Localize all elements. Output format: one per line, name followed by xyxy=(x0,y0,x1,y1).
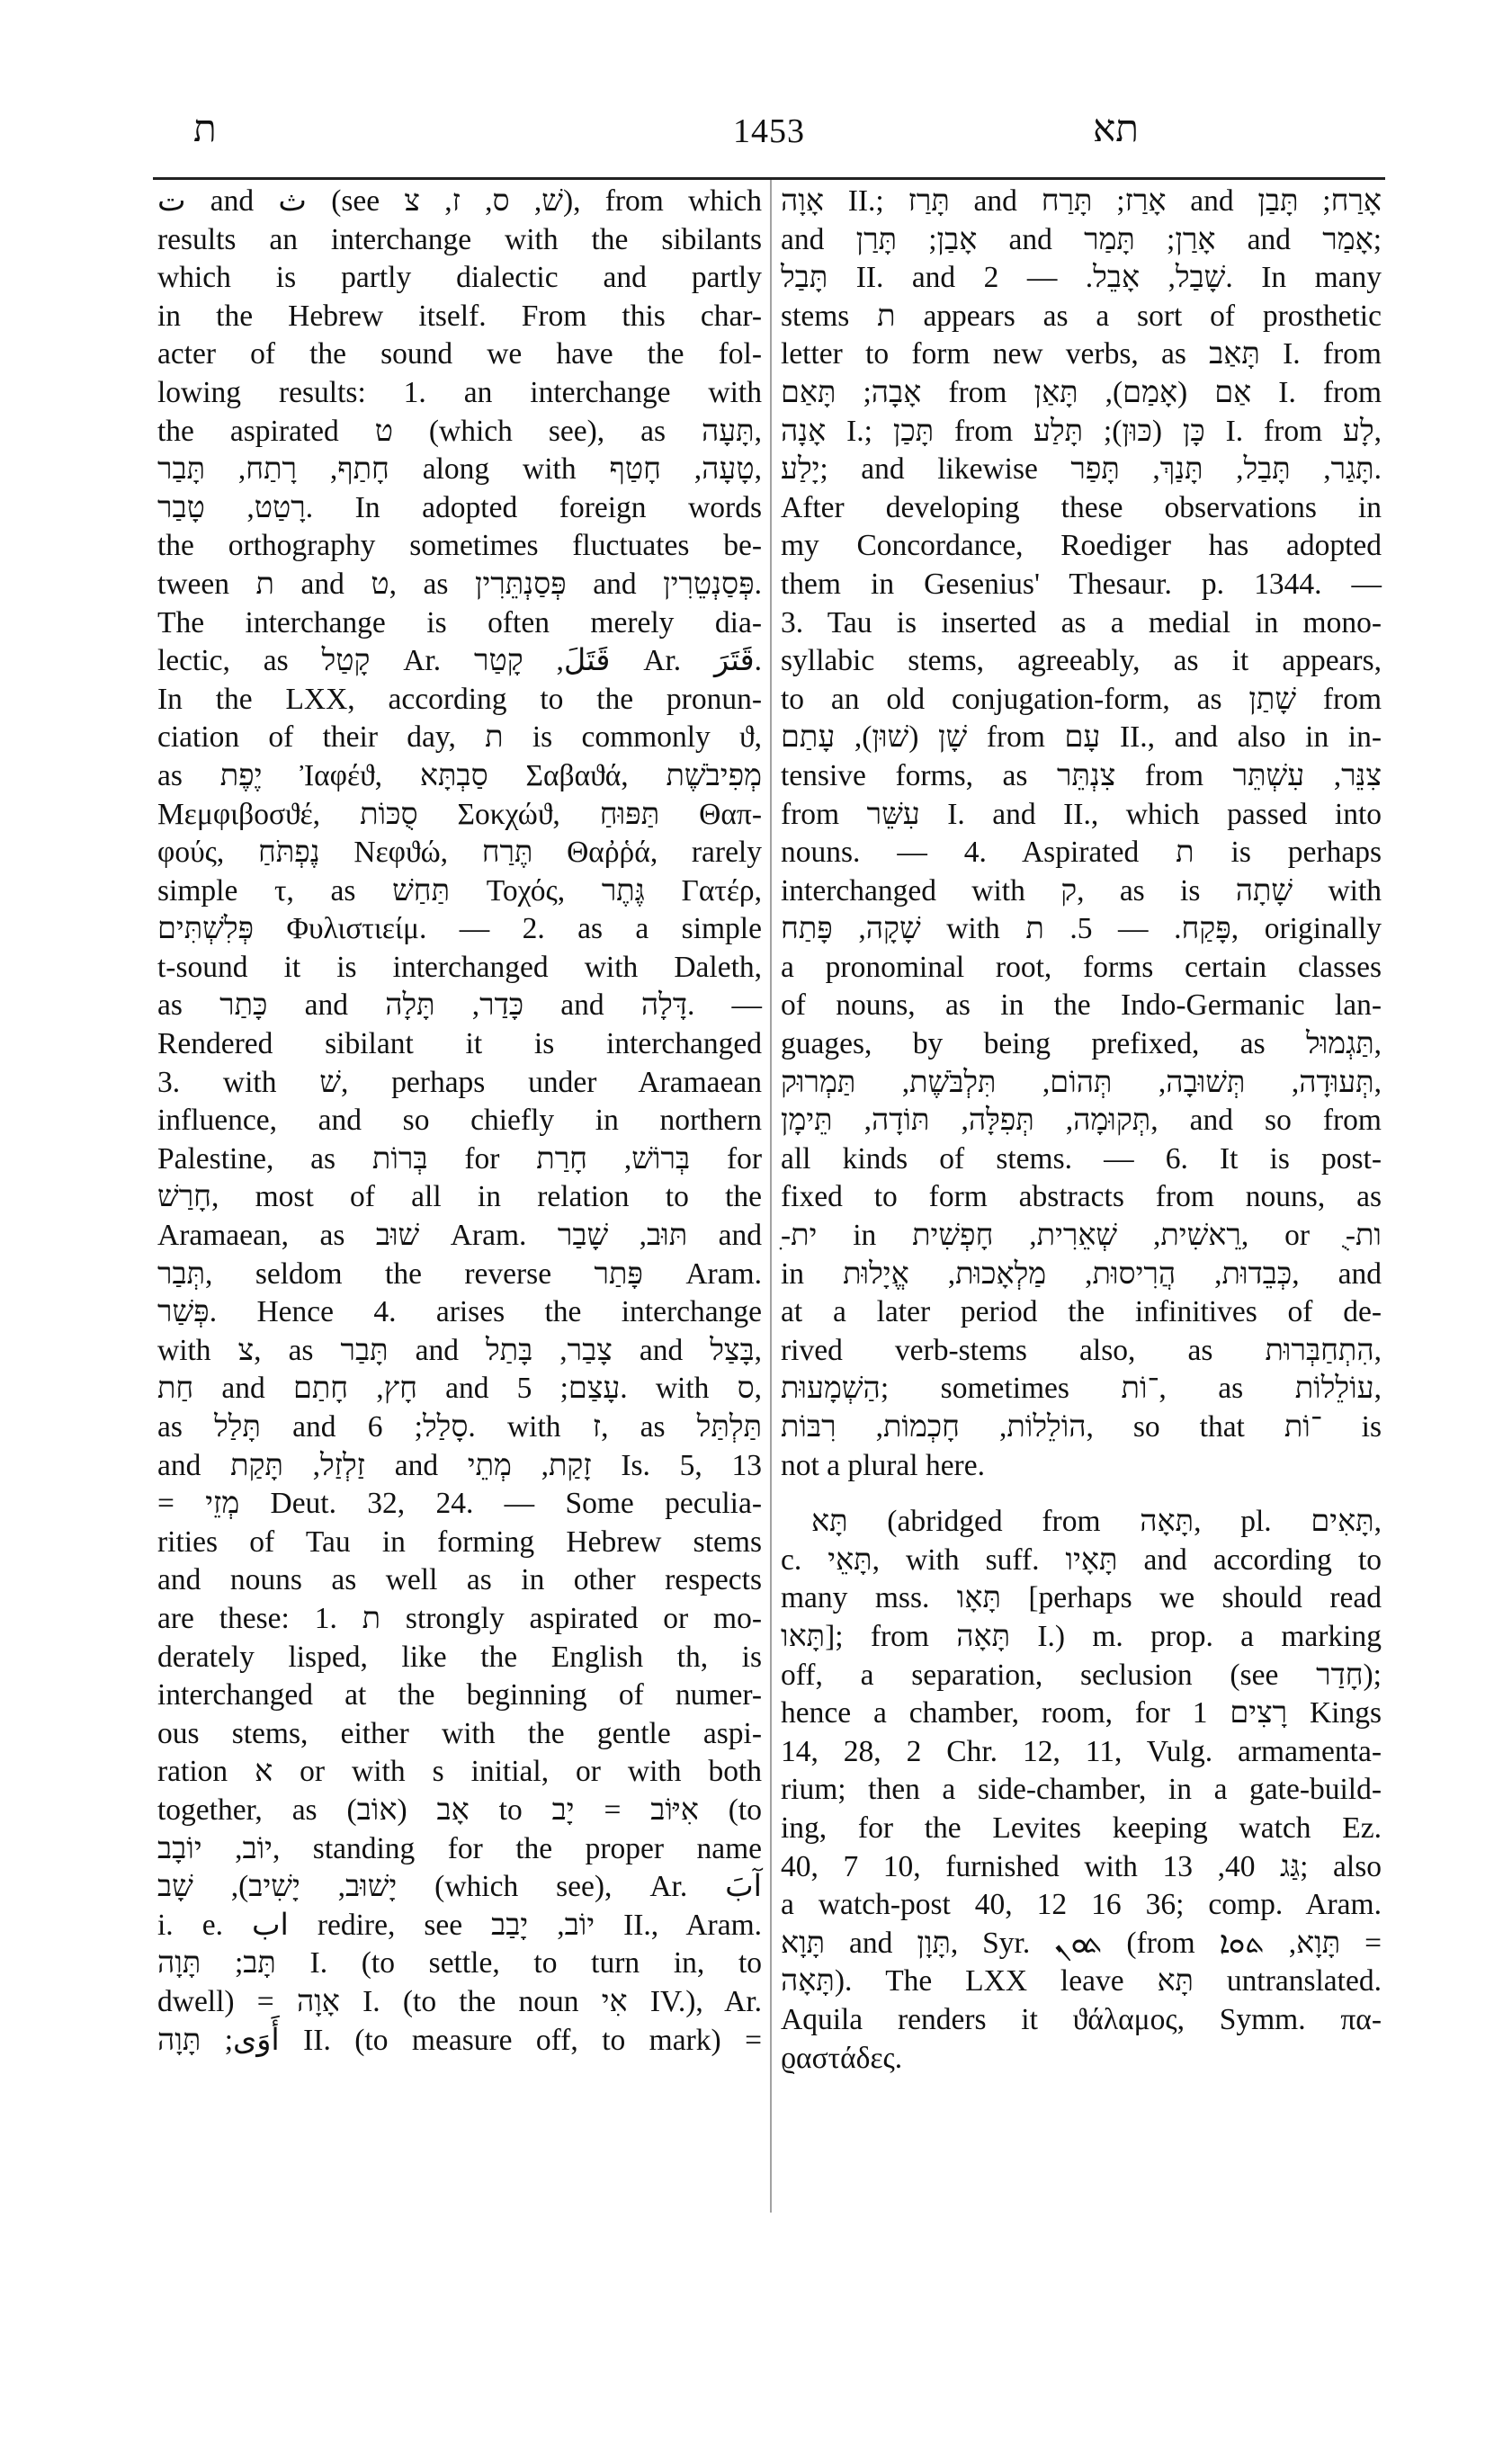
text-line: dwell) = אָוָה I. (to the noun אִי IV.), Ar. xyxy=(157,1984,763,2018)
text-line: Rendered sibilant it is interchanged xyxy=(157,1027,762,1061)
text-line: תָּבַל II. and שָׁבַל, אָבֵל. — 2. In many xyxy=(781,261,1382,295)
text-line: ration א or with s initial, or with both xyxy=(157,1755,762,1789)
text-line: rities of Tau in forming Hebrew stems xyxy=(157,1525,762,1559)
text-line: Aramaean, as שׁוּב Aram. תּוּב, שָׁבַר and xyxy=(157,1219,763,1253)
text-line: פְּשַׁר. Hence 4. arises the interchange xyxy=(157,1295,762,1329)
text-line: stems ת appears as a sort of prosthetic xyxy=(781,299,1382,333)
entry-line: rium; then a side-chamber, in a gate-build- xyxy=(781,1773,1382,1807)
text-line: יָשׁוּב, יָשִׁיב), שָׁב (which see), Ar. آبَ xyxy=(157,1870,762,1904)
text-line: interchanged at the beginning of numer- xyxy=(157,1678,762,1712)
column-divider xyxy=(770,180,772,2213)
text-line: Μεμφιβοσϑέ, סֻכּוֹת Σοκχώϑ, תַּפּוּחַ Θαπ- xyxy=(157,797,762,831)
text-line: simple τ, as תַּחַשׁ Τοχός, גֶּתֶר Γατέρ, xyxy=(157,873,762,908)
text-line: the orthography sometimes fluctuates be- xyxy=(157,529,762,563)
text-line: φούς, נֶפְתֹּחַ Νεφϑώ, תֶּרַח Θαῤῥά, rarely xyxy=(157,836,762,870)
entry-line: 14, 28, 2 Chr. 12, 11, Vulg. armamenta- xyxy=(781,1734,1382,1768)
text-line: in the Hebrew itself. From this char- xyxy=(157,299,762,333)
entry-line: c. תָּאֵי, with suff. תָּאָיו and according to xyxy=(781,1542,1382,1577)
text-line: of nouns, as in the Indo-Germanic lan- xyxy=(781,988,1382,1023)
text-line: תְּעוּדָה, תְּשׁוּבָה, תְּהוֹם, תִּלְבֹּשֶׁת, תַּמְרוּק, xyxy=(781,1065,1382,1099)
text-line: רָטַט, טָבַר. In adopted foreign words xyxy=(157,490,762,524)
text-line: הַשְׁמָעוּת; sometimes ־וֹת, as עוֹלֵלוֹת, xyxy=(781,1372,1382,1406)
text-line: lowing results: 1. an interchange with xyxy=(157,375,762,409)
text-line: syllabic stems, agreeably, as it appears, xyxy=(781,644,1382,678)
text-line: all kinds of stems. — 6. It is post- xyxy=(781,1141,1382,1176)
text-line: and אָבַן; תָּרַן and אָרַן; תָּמַר and אָמַר; xyxy=(781,222,1382,256)
text-line: i. e. اب redire, see יוֹב, יָבַב II., Aram. xyxy=(157,1908,762,1942)
text-line: תְּקוּמָה, תְּפִלָּה, תּוֹדָה, תֵּימָן, and so from xyxy=(781,1104,1382,1138)
text-line: together, as אָב (אוֹב) to אִיּוֹב = יָב (to xyxy=(157,1793,762,1827)
entry-line: many mss. תָּאָו [perhaps we should read xyxy=(781,1581,1382,1615)
header-catchword: תא xyxy=(1093,106,1139,150)
text-line: אָבָה; תָּאַם from אַם (אָמַם), תָּאַן I. from xyxy=(781,375,1382,409)
text-line: חָרַשׁ, most of all in relation to the xyxy=(157,1180,762,1214)
text-line: to an old conjugation-form, as שָׁתַן from xyxy=(781,682,1382,716)
text-line: rived verb-stems also, as הִתְחַבְּרוּת, xyxy=(781,1333,1382,1367)
entry-line: off, a separation, seclusion (see חָדַר); xyxy=(781,1658,1382,1692)
text-line: t-sound it is interchanged with Daleth, xyxy=(157,950,762,984)
text-line: ִ-ית in רֵאשִׁית, שְׁאֵרִית, חָפְשִׁית, or ֻ-ות xyxy=(781,1219,1382,1253)
entry-line: תָּאָה). The LXX leave תָּא untranslated. xyxy=(781,1964,1382,1998)
text-line: are these: 1. ת strongly aspirated or mo- xyxy=(157,1601,762,1635)
entry-line: תָּא (abridged from תָּאָה, pl. תָּאִים, xyxy=(811,1505,1382,1539)
text-line: as יֶפֶת Ἰαφέϑ, סַבְתָּא Σαβαϑά, מְפִיבֹשֶׁת xyxy=(157,758,762,792)
text-line: at a later period the infinitives of de- xyxy=(781,1295,1382,1329)
text-line: After developing these observations in xyxy=(781,490,1382,524)
text-line: יָלַע; and likewise תָּגַר, תָּבַל, תָּנַךְ, תָּפַר. xyxy=(781,452,1382,487)
text-line: as תָּלַל and סָלַל; 6. with ז, as תַּלְתַּל xyxy=(157,1410,762,1444)
entry-line: תָּאו]; from תָּאָה I.) m. prop. a marking xyxy=(781,1619,1382,1653)
text-line: them in Gesenius' Thesaur. p. 1344. — xyxy=(781,567,1382,601)
text-line: חָתַף, רָתַח, תָּבַר along with טָעָה, חָטַף, xyxy=(157,452,762,487)
text-line: which is partly dialectic and partly xyxy=(157,261,762,295)
text-line: guages, by being prefixed, as תַּגְמוּל, xyxy=(781,1027,1382,1061)
right-column xyxy=(781,183,1382,2078)
text-line: שָׁן (שׁוּן), עָתַם from עָם II., and also in in- xyxy=(781,720,1382,755)
text-line: tensive forms, as צִנְתֵּר from צִנֵּר, עִשְׁתֵּר xyxy=(781,758,1382,792)
text-line: הוֹלֵלוֹת, חָכְמוֹת, רִבּוֹת, so that ־וֹת is xyxy=(781,1410,1382,1444)
left-column xyxy=(157,183,762,2060)
text-line: acter of the sound we have the fol- xyxy=(157,337,762,371)
text-line: tween ת and ט, as פְּסַנְתֵּרִין and פְּסַנְטֵרִין. xyxy=(157,567,763,601)
text-line: nouns. — 4. Aspirated ת is perhaps xyxy=(781,836,1382,870)
entry-line: Aquila renders it ϑάλαμος, Symm. πα- xyxy=(781,2002,1382,2036)
page-number: 1453 xyxy=(733,112,805,150)
text-line: ciation of their day, ת is commonly ϑ, xyxy=(157,720,762,755)
text-line: שָׁקָה, פָּתַח with פָּקַח. — 5. ת, originally xyxy=(781,912,1382,946)
text-line: Palestine, as בְּרוֹת for בְּרוֹשׁ, חָרַת for xyxy=(157,1141,763,1176)
text-line: interchanged with ק, as is שָׁתָה with xyxy=(781,873,1382,908)
text-line: ت and ث (see שׁ, ס, ז, צ), from which xyxy=(157,184,762,218)
text-line: and nouns as well as in other respects xyxy=(157,1563,762,1597)
text-line: from עִשֵּׁר I. and II., which passed into xyxy=(781,797,1382,831)
text-line: letter to form new verbs, as תָּאַב I. from xyxy=(781,337,1382,371)
page-header xyxy=(157,106,1381,160)
text-line: תְּבַר, seldom the reverse פָּתַר Aram. xyxy=(157,1256,762,1291)
entry-line: ing, for the Levites keeping watch Ez. xyxy=(781,1811,1382,1845)
text-line: fixed to form abstracts from nouns, as xyxy=(781,1180,1382,1214)
text-line: a pronominal root, forms certain classes xyxy=(781,950,1382,984)
text-line: and זַלְזַל, תָּקַת and זָקַת, מְתֵי Is. 5, 13 xyxy=(157,1448,762,1482)
text-line: in כְּבֵדוּת, הֲרִיסוּת, מַלְאָכוּת, אֱיָלוּת, and xyxy=(781,1256,1382,1291)
text-line: = מְזֵי Deut. 32, 24. — Some peculia- xyxy=(157,1487,762,1521)
text-line: אָנָה I.; תָּכַן from כָּן (כּוּן); תָּלַע I. from לָע, xyxy=(781,414,1382,448)
text-line: חַת and חָץ, חָתַם and עָצַם; 5. with ס, xyxy=(157,1372,762,1406)
text-line: influence, and so chiefly in northern xyxy=(157,1104,762,1138)
text-line: תָּב; תָּוָה I. (to settle, to turn in, to xyxy=(157,1946,762,1981)
entry-line: תָּוָא and תָּוָן, Syr. ܬܘܢ (from תָּוָא, ܬܘܐ = xyxy=(781,1926,1382,1960)
text-line: the aspirated ט (which see), as תָּעָה, xyxy=(157,414,762,448)
entry-line: 40, 7 10, furnished with גַּג 40, 13; also xyxy=(781,1849,1382,1883)
text-line: 3. Tau is inserted as a medial in mono- xyxy=(781,605,1382,639)
entry-line: a watch-post 40, 12 16 36; comp. Aram. xyxy=(781,1888,1382,1922)
text-line: as כָּתַר and כָּדַר, תָּלָה and דָּלָה. — xyxy=(157,988,763,1023)
text-line: 3. with שׁ, perhaps under Aramaean xyxy=(157,1065,762,1099)
header-letter: ת xyxy=(193,106,217,150)
text-line: ous stems, either with the gentle aspi- xyxy=(157,1716,762,1750)
entry-spacer xyxy=(781,1485,1382,1503)
text-line: פְּלִשְׁתִּים Φυλιστιείμ. — 2. as a simple xyxy=(157,912,762,946)
text-line: my Concordance, Roediger has adopted xyxy=(781,529,1382,563)
text-line: results an interchange with the sibilants xyxy=(157,222,762,256)
text-line: The interchange is often merely dia- xyxy=(157,605,762,639)
text-line: أَوَى; תָּוָה II. (to measure off, to mark) = xyxy=(157,2023,762,2057)
text-line: יוֹב, יוֹבָב, standing for the proper name xyxy=(157,1831,763,1865)
entry-line: hence a chamber, room, for רָצִים 1 Kings xyxy=(781,1696,1382,1730)
text-line: not a plural here. xyxy=(781,1448,985,1482)
text-line: lectic, as קָטַל Ar. قَتَلَ, קָטַר Ar. قَتَرَ. xyxy=(157,644,762,678)
text-line: derately lisped, like the English th, is xyxy=(157,1640,762,1674)
text-line: אָוָה II.; תָּרַז and אָרַז; תָּרַח and אָרַח; תָּבַן xyxy=(781,184,1382,218)
text-line: In the LXX, according to the pronun- xyxy=(157,682,762,716)
entry-line: ϱαστάδες. xyxy=(781,2041,903,2075)
header-rule xyxy=(153,177,1385,180)
text-line: with צ, as תָּבַר and צָבַר, בָּתַל and בָּצַל, xyxy=(157,1333,763,1367)
